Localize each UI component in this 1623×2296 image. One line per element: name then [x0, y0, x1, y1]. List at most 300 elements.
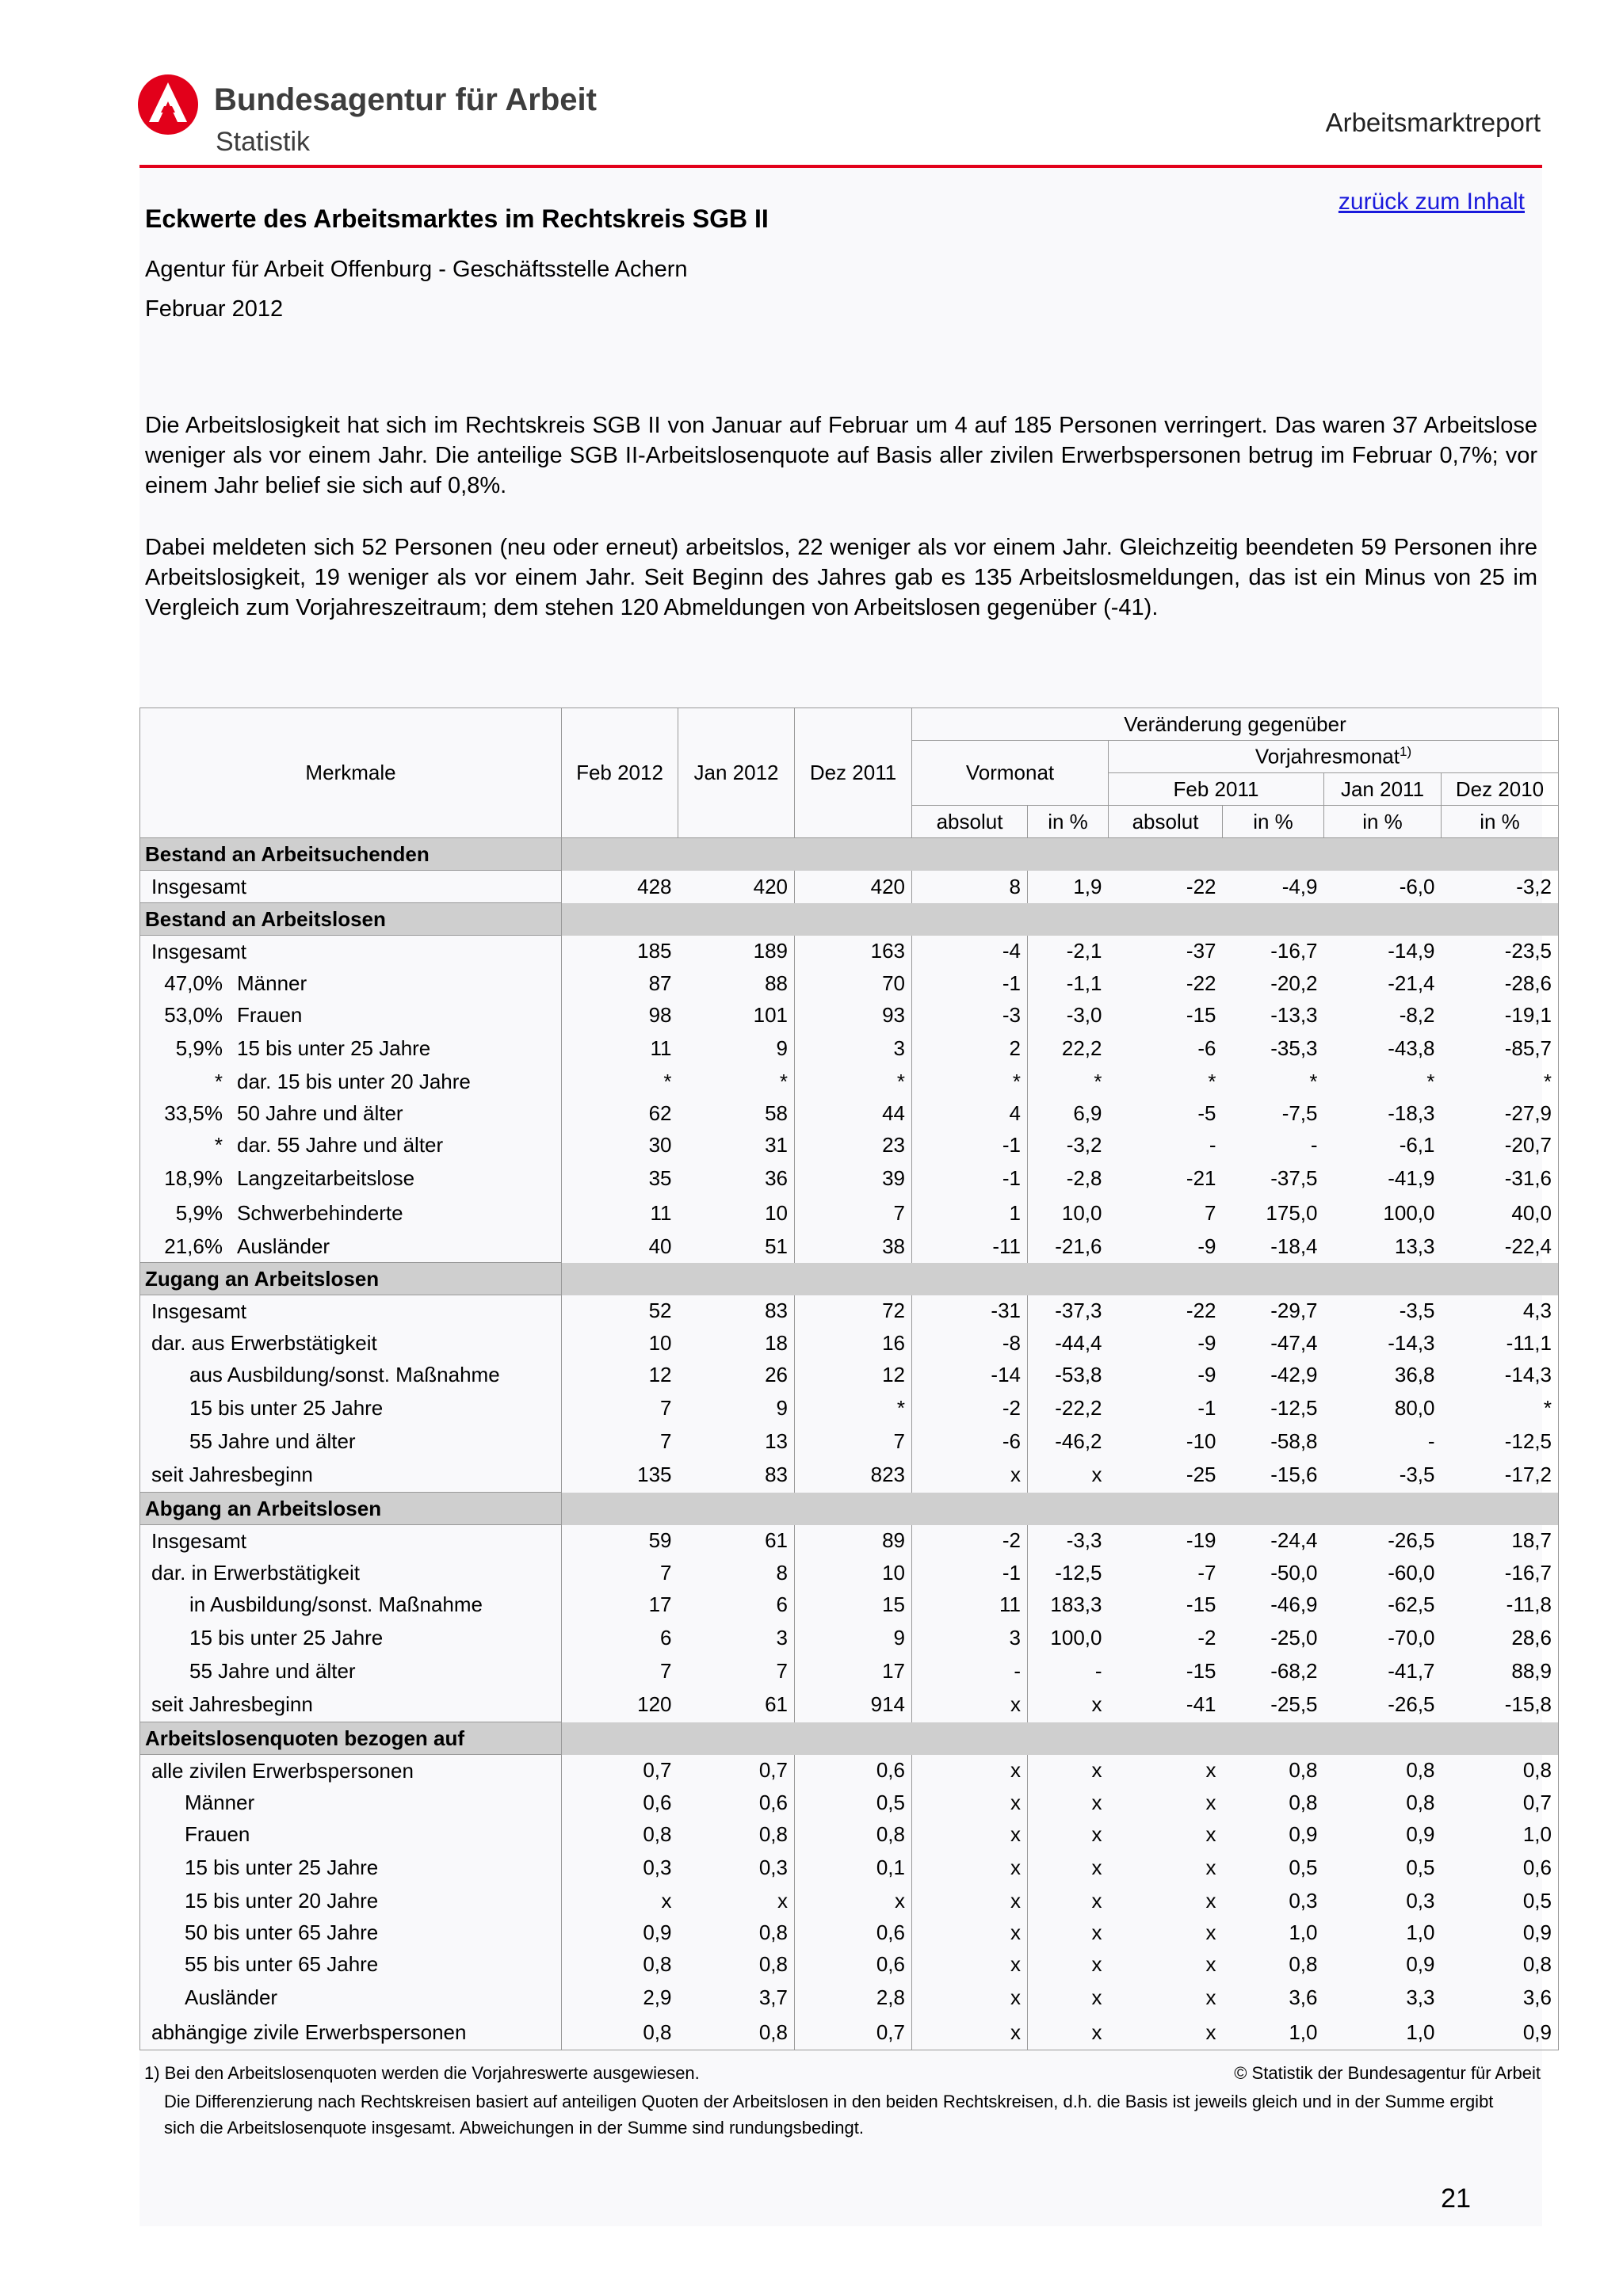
cell-feb2012: 0,8 — [562, 2015, 678, 2050]
row-label: dar. 15 bis unter 20 Jahre — [237, 1069, 471, 1093]
cell-vj-pct-dez2010: -28,6 — [1442, 967, 1559, 999]
cell-feb2012: * — [663, 1069, 672, 1093]
table-row — [140, 1655, 1559, 1687]
cell-feb2012: 35 — [648, 1165, 672, 1190]
cell-dez2011: 9 — [795, 1620, 912, 1655]
row-label-cell — [140, 1066, 562, 1097]
cell-vj-pct-feb2011: -12,5 — [1270, 1395, 1318, 1420]
cell-vj-pct-dez2010: * — [1442, 1066, 1559, 1097]
cell-vm-pct: x — [1091, 1462, 1102, 1486]
cell-vm-pct: -46,2 — [1055, 1428, 1102, 1453]
table-row — [140, 1948, 1559, 1980]
cell-vm-abs: -1 — [912, 1557, 1028, 1589]
row-label-cell — [140, 999, 562, 1031]
cell-jan2012: 0,8 — [678, 2015, 795, 2050]
cell-vm-abs: 3 — [912, 1620, 1028, 1655]
row-label: 15 bis unter 20 Jahre — [185, 1888, 379, 1913]
cell-vj-pct-dez2010: 4,3 — [1442, 1295, 1559, 1328]
cell-vj-pct-feb2011: -68,2 — [1270, 1658, 1318, 1683]
cell-vj-pct-feb2011: 0,3 — [1289, 1888, 1318, 1913]
cell-vm-abs: -1 — [912, 967, 1028, 999]
table-row — [140, 871, 1559, 903]
table-section-header — [140, 903, 1559, 936]
row-label: alle zivilen Erwerbspersonen — [151, 1758, 414, 1783]
row-label-cell — [140, 1980, 562, 2015]
cell-dez2011: 914 — [795, 1687, 912, 1722]
cell-vj-pct-feb2011: -50,0 — [1270, 1560, 1318, 1585]
table-section-header — [140, 838, 1559, 871]
row-label-cell — [140, 1525, 562, 1558]
table-row — [140, 967, 1559, 999]
table-row — [140, 1425, 1559, 1457]
cell-vj-pct-jan2011: 0,8 — [1406, 1790, 1435, 1814]
cell-vm-pct: -3,2 — [1066, 1132, 1102, 1157]
cell-feb2012: 52 — [648, 1299, 672, 1323]
cell-vj-pct-jan2011: -62,5 — [1388, 1592, 1435, 1616]
cell-jan2012: 61 — [678, 1525, 795, 1558]
row-label-cell — [140, 1589, 562, 1620]
cell-feb2012: 2,9 — [643, 1985, 672, 2009]
row-label-cell — [140, 1948, 562, 1980]
cell-vm-pct: x — [1091, 1920, 1102, 1944]
share-percent: 47,0% — [164, 971, 223, 995]
table-row — [140, 1295, 1559, 1328]
header-absolut-vorjahr: absolut — [1109, 806, 1223, 838]
org-subtitle: Statistik — [216, 127, 311, 157]
cell-vj-pct-dez2010: 88,9 — [1442, 1655, 1559, 1687]
cell-feb2012: 87 — [648, 971, 672, 995]
cell-vm-abs: -3 — [912, 999, 1028, 1031]
cell-vm-pct: x — [1091, 1951, 1102, 1976]
cell-dez2011: 420 — [795, 871, 912, 903]
row-label: Männer — [237, 971, 307, 995]
row-label: 55 bis unter 65 Jahre — [185, 1951, 379, 1976]
cell-dez2011: 0,6 — [795, 1917, 912, 1948]
page-number: 21 — [1441, 2183, 1471, 2214]
cell-vj-pct-feb2011: 0,8 — [1289, 1790, 1318, 1814]
cell-vj-abs: -10 — [1186, 1428, 1216, 1453]
row-label-cell — [140, 1129, 562, 1161]
cell-vj-pct-dez2010: -22,4 — [1442, 1230, 1559, 1263]
cell-vm-pct: 100,0 — [1050, 1625, 1102, 1650]
cell-jan2012: 51 — [678, 1230, 795, 1263]
cell-dez2011: 2,8 — [795, 1980, 912, 2015]
section-label: Bestand an Arbeitslosen — [140, 903, 562, 936]
cell-dez2011: 0,6 — [795, 1755, 912, 1787]
table-row — [140, 1980, 1559, 2015]
cell-vj-pct-jan2011: -41,7 — [1388, 1658, 1435, 1683]
cell-vj-pct-jan2011: 0,9 — [1406, 1951, 1435, 1976]
cell-vm-abs: -4 — [912, 936, 1028, 968]
copyright-notice: © Statistik der Bundesagentur für Arbeit — [1234, 2063, 1541, 2083]
cell-vm-pct: -53,8 — [1055, 1362, 1102, 1386]
cell-jan2012: 3,7 — [678, 1980, 795, 2015]
cell-vm-pct: -22,2 — [1055, 1395, 1102, 1420]
header-vorjahresmonat-label: Vorjahresmonat — [1254, 744, 1400, 769]
cell-dez2011: 0,1 — [795, 1850, 912, 1885]
share-percent: 5,9% — [175, 1200, 223, 1225]
section-fill — [562, 1722, 1559, 1755]
share-percent: 21,6% — [164, 1234, 223, 1258]
section-label: Zugang an Arbeitslosen — [140, 1263, 562, 1295]
cell-dez2011: 163 — [795, 936, 912, 968]
cell-vj-pct-jan2011: 1,0 — [1324, 2015, 1442, 2050]
table-row — [140, 1525, 1559, 1558]
cell-vm-abs: x — [912, 1948, 1028, 1980]
cell-vj-abs: x — [1205, 1758, 1216, 1783]
row-label: 15 bis unter 25 Jahre — [189, 1625, 384, 1650]
cell-dez2011: 44 — [795, 1097, 912, 1129]
cell-vj-pct-feb2011: -58,8 — [1270, 1428, 1318, 1453]
cell-dez2011: 93 — [795, 999, 912, 1031]
row-label-cell — [140, 1359, 562, 1390]
share-percent: 53,0% — [164, 1002, 223, 1027]
cell-feb2012: 120 — [637, 1691, 672, 1716]
header-dez2011: Dez 2011 — [795, 708, 912, 838]
cell-vj-pct-feb2011: 0,9 — [1289, 1821, 1318, 1846]
header-pct-dez2010: in % — [1442, 806, 1559, 838]
row-label: 15 bis unter 25 Jahre — [185, 1855, 379, 1879]
row-label-cell — [140, 1196, 562, 1230]
cell-vm-abs: x — [912, 1818, 1028, 1850]
row-label-cell — [140, 1885, 562, 1917]
cell-vj-abs: -9 — [1197, 1330, 1216, 1355]
row-label: 50 Jahre und älter — [237, 1100, 403, 1125]
cell-vj-pct-jan2011: 0,3 — [1406, 1888, 1435, 1913]
cell-dez2011: 12 — [795, 1359, 912, 1390]
header-feb2012: Feb 2012 — [562, 708, 678, 838]
cell-dez2011: 72 — [795, 1295, 912, 1328]
row-label: Insgesamt — [151, 1299, 246, 1323]
cell-vj-pct-jan2011: -6,0 — [1399, 874, 1435, 898]
table-row — [140, 1230, 1559, 1263]
header-absolut-vormonat: absolut — [912, 806, 1028, 838]
page-title: Eckwerte des Arbeitsmarktes im Rechtskreis SGB II — [145, 204, 769, 233]
share-percent: 5,9% — [175, 1035, 223, 1060]
cell-vj-abs: -2 — [1197, 1625, 1216, 1650]
cell-dez2011: * — [795, 1066, 912, 1097]
cell-vj-pct-jan2011: -60,0 — [1388, 1560, 1435, 1585]
cell-dez2011: 823 — [795, 1457, 912, 1493]
header-jan2011: Jan 2011 — [1324, 773, 1442, 806]
cell-vm-abs: 8 — [912, 871, 1028, 903]
ba-logo-icon — [136, 73, 200, 136]
cell-dez2011: 70 — [795, 967, 912, 999]
row-label: dar. 55 Jahre und älter — [237, 1132, 444, 1157]
row-label: Langzeitarbeitslose — [237, 1165, 415, 1190]
cell-dez2011: 0,5 — [795, 1787, 912, 1818]
cell-vm-abs: -11 — [912, 1230, 1028, 1263]
cell-vm-abs: * — [912, 1066, 1028, 1097]
cell-vj-pct-feb2011: -35,3 — [1270, 1035, 1318, 1060]
cell-jan2012: 0,3 — [678, 1850, 795, 1885]
cell-vj-abs: -9 — [1197, 1362, 1216, 1386]
cell-vj-pct-jan2011: 0,8 — [1406, 1758, 1435, 1783]
cell-vj-pct-jan2011: -14,3 — [1388, 1330, 1435, 1355]
cell-dez2011: 3 — [795, 1031, 912, 1066]
cell-vm-pct: x — [1028, 2015, 1109, 2050]
cell-dez2011: 89 — [795, 1525, 912, 1558]
cell-vj-pct-feb2011: 0,8 — [1289, 1758, 1318, 1783]
table-row — [140, 1066, 1559, 1097]
cell-vj-pct-feb2011: -15,6 — [1270, 1462, 1318, 1486]
cell-jan2012: 0,8 — [678, 1948, 795, 1980]
cell-vm-pct: 183,3 — [1050, 1592, 1102, 1616]
cell-feb2012: 30 — [648, 1132, 672, 1157]
agency-name: Agentur für Arbeit Offenburg - Geschäftsstelle Achern — [145, 257, 688, 282]
cell-jan2012: 26 — [678, 1359, 795, 1390]
cell-jan2012: 101 — [678, 999, 795, 1031]
cell-vj-pct-jan2011: -14,9 — [1388, 939, 1435, 963]
cell-vj-pct-dez2010: 28,6 — [1442, 1620, 1559, 1655]
cell-vm-abs: -2 — [912, 1525, 1028, 1558]
row-label: Männer — [185, 1790, 255, 1814]
cell-vj-abs: -15 — [1186, 1592, 1216, 1616]
cell-feb2012: 135 — [637, 1462, 672, 1486]
cell-vj-pct-dez2010: -12,5 — [1442, 1425, 1559, 1457]
report-title: Arbeitsmarktreport — [1325, 108, 1541, 137]
cell-vj-pct-dez2010: 0,9 — [1442, 1917, 1559, 1948]
cell-vm-pct: x — [1091, 1821, 1102, 1846]
table-row — [140, 1885, 1559, 1917]
cell-vm-pct: -3,0 — [1066, 1002, 1102, 1027]
cell-vj-pct-jan2011: -70,0 — [1388, 1625, 1435, 1650]
row-label-cell — [140, 2015, 562, 2050]
table-row — [140, 1031, 1559, 1066]
header-pct-vormonat: in % — [1028, 806, 1109, 838]
section-label: Bestand an Arbeitsuchenden — [140, 838, 562, 871]
cell-jan2012: 8 — [678, 1557, 795, 1589]
cell-vm-pct: -2,8 — [1066, 1165, 1102, 1190]
cell-vm-pct: x — [1091, 1691, 1102, 1716]
cell-vm-abs: -2 — [912, 1390, 1028, 1425]
cell-vj-pct-feb2011: -46,9 — [1270, 1592, 1318, 1616]
cell-vj-pct-dez2010: 0,8 — [1442, 1948, 1559, 1980]
cell-dez2011: 10 — [795, 1557, 912, 1589]
cell-jan2012: 0,8 — [678, 1917, 795, 1948]
section-fill — [562, 838, 1559, 871]
table-row — [140, 1787, 1559, 1818]
cell-vj-pct-feb2011: 0,8 — [1289, 1951, 1318, 1976]
section-fill — [562, 903, 1559, 936]
row-label-cell — [140, 1917, 562, 1948]
cell-jan2012: 31 — [678, 1129, 795, 1161]
row-label-cell — [140, 1230, 562, 1263]
header-vorjahresmonat — [1109, 741, 1559, 773]
cell-vj-pct-dez2010: 0,6 — [1442, 1850, 1559, 1885]
table-row — [140, 1390, 1559, 1425]
row-label-cell — [140, 967, 562, 999]
cell-feb2012: 0,8 — [643, 1951, 672, 1976]
cell-vj-abs: -7 — [1197, 1560, 1216, 1585]
cell-jan2012: 18 — [678, 1327, 795, 1359]
row-label-cell — [140, 1327, 562, 1359]
table-row — [140, 999, 1559, 1031]
cell-vj-abs: 7 — [1205, 1200, 1216, 1225]
row-label: Insgesamt — [151, 939, 246, 963]
cell-vj-abs: -15 — [1186, 1002, 1216, 1027]
cell-jan2012: 83 — [678, 1457, 795, 1493]
cell-vj-pct-dez2010: -27,9 — [1442, 1097, 1559, 1129]
row-label-cell — [140, 1557, 562, 1589]
cell-vj-abs: x — [1205, 1821, 1216, 1846]
cell-feb2012: 0,6 — [643, 1790, 672, 1814]
summary-paragraph-1: Die Arbeitslosigkeit hat sich im Rechtskreis SGB II von Januar auf Februar um 4 auf 185 Personen verringert. Das waren 37 Arbeitslose weniger als vor einem Jahr. Die anteilige SGB II-Arbeitslosenquote auf Basis aller zivilen Erwerbspersonen betrug im Februar 0,7%; vor einem Jahr belief sie sich auf 0,8%. — [145, 413, 1537, 498]
cell-vm-pct: x — [1091, 1758, 1102, 1783]
row-label-cell — [140, 1687, 562, 1722]
cell-vj-pct-dez2010: -85,7 — [1442, 1031, 1559, 1066]
cell-feb2012: 0,9 — [643, 1920, 672, 1944]
cell-jan2012: 9 — [678, 1031, 795, 1066]
table-row — [140, 1097, 1559, 1129]
cell-vm-abs: x — [912, 1850, 1028, 1885]
row-label: abhängige zivile Erwerbspersonen — [151, 2019, 467, 2044]
share-percent: 18,9% — [164, 1165, 223, 1190]
row-label: Ausländer — [237, 1234, 330, 1258]
footnote-marker: 1) — [1399, 744, 1412, 760]
org-name: Bundesagentur für Arbeit — [214, 82, 597, 117]
cell-vj-abs: -1 — [1197, 1395, 1216, 1420]
cell-vj-pct-feb2011: -37,5 — [1270, 1165, 1318, 1190]
table-row — [140, 2015, 1559, 2050]
cell-dez2011: x — [795, 1885, 912, 1917]
cell-vj-abs: -41 — [1186, 1691, 1216, 1716]
cell-vj-abs: -6 — [1197, 1035, 1216, 1060]
row-label: in Ausbildung/sonst. Maßnahme — [189, 1592, 483, 1616]
cell-vj-abs: -5 — [1197, 1100, 1216, 1125]
cell-vj-abs: -25 — [1186, 1462, 1216, 1486]
cell-vm-abs: -1 — [912, 1161, 1028, 1196]
cell-feb2012: 7 — [660, 1658, 672, 1683]
table-row — [140, 1196, 1559, 1230]
cell-vj-pct-dez2010: 18,7 — [1442, 1525, 1559, 1558]
cell-vj-pct-jan2011: - — [1427, 1428, 1435, 1453]
cell-vm-pct: -21,6 — [1055, 1234, 1102, 1258]
row-label: aus Ausbildung/sonst. Maßnahme — [189, 1362, 500, 1386]
cell-vm-pct: x — [1091, 1985, 1102, 2009]
header-divider — [139, 165, 1542, 168]
cell-vj-abs: x — [1205, 1920, 1216, 1944]
cell-vj-pct-feb2011: -25,0 — [1270, 1625, 1318, 1650]
cell-vj-abs: x — [1205, 1951, 1216, 1976]
cell-feb2012: 7 — [660, 1560, 672, 1585]
cell-vj-pct-jan2011: 0,9 — [1406, 1821, 1435, 1846]
summary-paragraph-2: Dabei meldeten sich 52 Personen (neu oder erneut) arbeitslos, 22 weniger als vor einem Jahr. Gleichzeitig beendeten 59 Personen ihre Arbeitslosigkeit, 19 weniger als vor einem Jahr. Seit Beginn des Jahres gab es 135 Arbeitslosmeldungen, das ist ein Minus von 25 im Vergleich zum Vorjahreszeitraum; dem stehen 120 Abmeldungen von Arbeitslosen gegenüber (-41). — [145, 535, 1537, 620]
table-row — [140, 1755, 1559, 1787]
cell-feb2012: 7 — [660, 1428, 672, 1453]
cell-vj-pct-dez2010: 40,0 — [1442, 1196, 1559, 1230]
cell-vm-abs: x — [912, 1787, 1028, 1818]
cell-vj-abs: x — [1205, 1790, 1216, 1814]
cell-jan2012: 0,8 — [678, 1818, 795, 1850]
cell-vj-pct-dez2010: -11,8 — [1442, 1589, 1559, 1620]
cell-vj-pct-feb2011: -24,4 — [1270, 1528, 1318, 1553]
cell-vj-abs: * — [1208, 1069, 1216, 1093]
row-label: Insgesamt — [151, 1528, 246, 1553]
cell-vj-abs: - — [1209, 1132, 1216, 1157]
cell-jan2012: 0,6 — [678, 1787, 795, 1818]
cell-dez2011: 0,7 — [795, 2015, 912, 2050]
cell-vm-abs: x — [912, 2015, 1028, 2050]
table-row — [140, 936, 1559, 968]
row-label: 15 bis unter 25 Jahre — [189, 1395, 384, 1420]
cell-vm-pct: 6,9 — [1073, 1100, 1102, 1125]
table-row — [140, 1850, 1559, 1885]
cell-vj-pct-jan2011: 13,3 — [1394, 1234, 1435, 1258]
header-dez2010: Dez 2010 — [1442, 773, 1559, 806]
cell-feb2012: 0,7 — [643, 1758, 672, 1783]
cell-vj-pct-dez2010: 0,8 — [1442, 1755, 1559, 1787]
row-label: Frauen — [185, 1821, 250, 1846]
row-label-cell — [140, 1818, 562, 1850]
row-label-cell — [140, 871, 562, 903]
cell-feb2012: 62 — [648, 1100, 672, 1125]
header-pct-feb2011: in % — [1223, 806, 1324, 838]
cell-vj-pct-feb2011: -4,9 — [1281, 874, 1318, 898]
table-section-header — [140, 1722, 1559, 1755]
back-to-contents-link[interactable]: zurück zum Inhalt — [1338, 189, 1525, 215]
cell-vj-pct-dez2010: 1,0 — [1442, 1818, 1559, 1850]
table-row — [140, 1129, 1559, 1161]
cell-vj-pct-dez2010: -15,8 — [1442, 1687, 1559, 1722]
cell-dez2011: 23 — [795, 1129, 912, 1161]
cell-vj-pct-feb2011: 0,5 — [1289, 1855, 1318, 1879]
cell-vm-pct: -2,1 — [1066, 939, 1102, 963]
row-label-cell — [140, 1031, 562, 1066]
row-label-cell — [140, 1390, 562, 1425]
cell-vm-pct: x — [1091, 1888, 1102, 1913]
cell-vj-pct-dez2010: 0,9 — [1442, 2015, 1559, 2050]
cell-vj-pct-jan2011: -8,2 — [1399, 1002, 1435, 1027]
table-row — [140, 1589, 1559, 1620]
cell-vj-pct-dez2010: -11,1 — [1442, 1327, 1559, 1359]
cell-jan2012: 83 — [678, 1295, 795, 1328]
section-fill — [562, 1263, 1559, 1295]
cell-jan2012: x — [678, 1885, 795, 1917]
section-label: Abgang an Arbeitslosen — [140, 1493, 562, 1525]
table-row — [140, 1818, 1559, 1850]
cell-vj-abs: -21 — [1186, 1165, 1216, 1190]
cell-vm-pct: * — [1094, 1069, 1102, 1093]
report-period: Februar 2012 — [145, 296, 284, 322]
cell-dez2011: * — [795, 1390, 912, 1425]
cell-feb2012: 11 — [650, 1200, 672, 1225]
cell-vj-pct-jan2011: -43,8 — [1388, 1035, 1435, 1060]
header-vormonat: Vormonat — [912, 741, 1109, 806]
cell-jan2012: 13 — [678, 1425, 795, 1457]
table-row — [140, 1917, 1559, 1948]
labour-market-table — [139, 707, 1559, 2050]
cell-vm-pct: 10,0 — [1061, 1200, 1102, 1225]
cell-vm-pct: -3,3 — [1066, 1528, 1102, 1553]
cell-vm-pct: x — [1091, 1790, 1102, 1814]
cell-vm-pct: 1,9 — [1073, 874, 1102, 898]
cell-vj-pct-dez2010: -19,1 — [1442, 999, 1559, 1031]
cell-jan2012: 88 — [678, 967, 795, 999]
cell-vj-pct-jan2011: -21,4 — [1388, 971, 1435, 995]
row-label-cell — [140, 936, 562, 968]
footnote-1: 1) Bei den Arbeitslosenquoten werden die Vorjahreswerte ausgewiesen. — [144, 2063, 700, 2083]
cell-vj-pct-feb2011: -29,7 — [1270, 1299, 1318, 1323]
cell-vm-abs: x — [912, 1457, 1028, 1493]
cell-vm-abs: -8 — [912, 1327, 1028, 1359]
cell-dez2011: 16 — [795, 1327, 912, 1359]
cell-feb2012: 428 — [637, 874, 672, 898]
cell-vj-pct-dez2010: 0,5 — [1442, 1885, 1559, 1917]
cell-vj-pct-dez2010: -14,3 — [1442, 1359, 1559, 1390]
cell-vj-pct-jan2011: 1,0 — [1406, 1920, 1435, 1944]
table-row — [140, 1359, 1559, 1390]
